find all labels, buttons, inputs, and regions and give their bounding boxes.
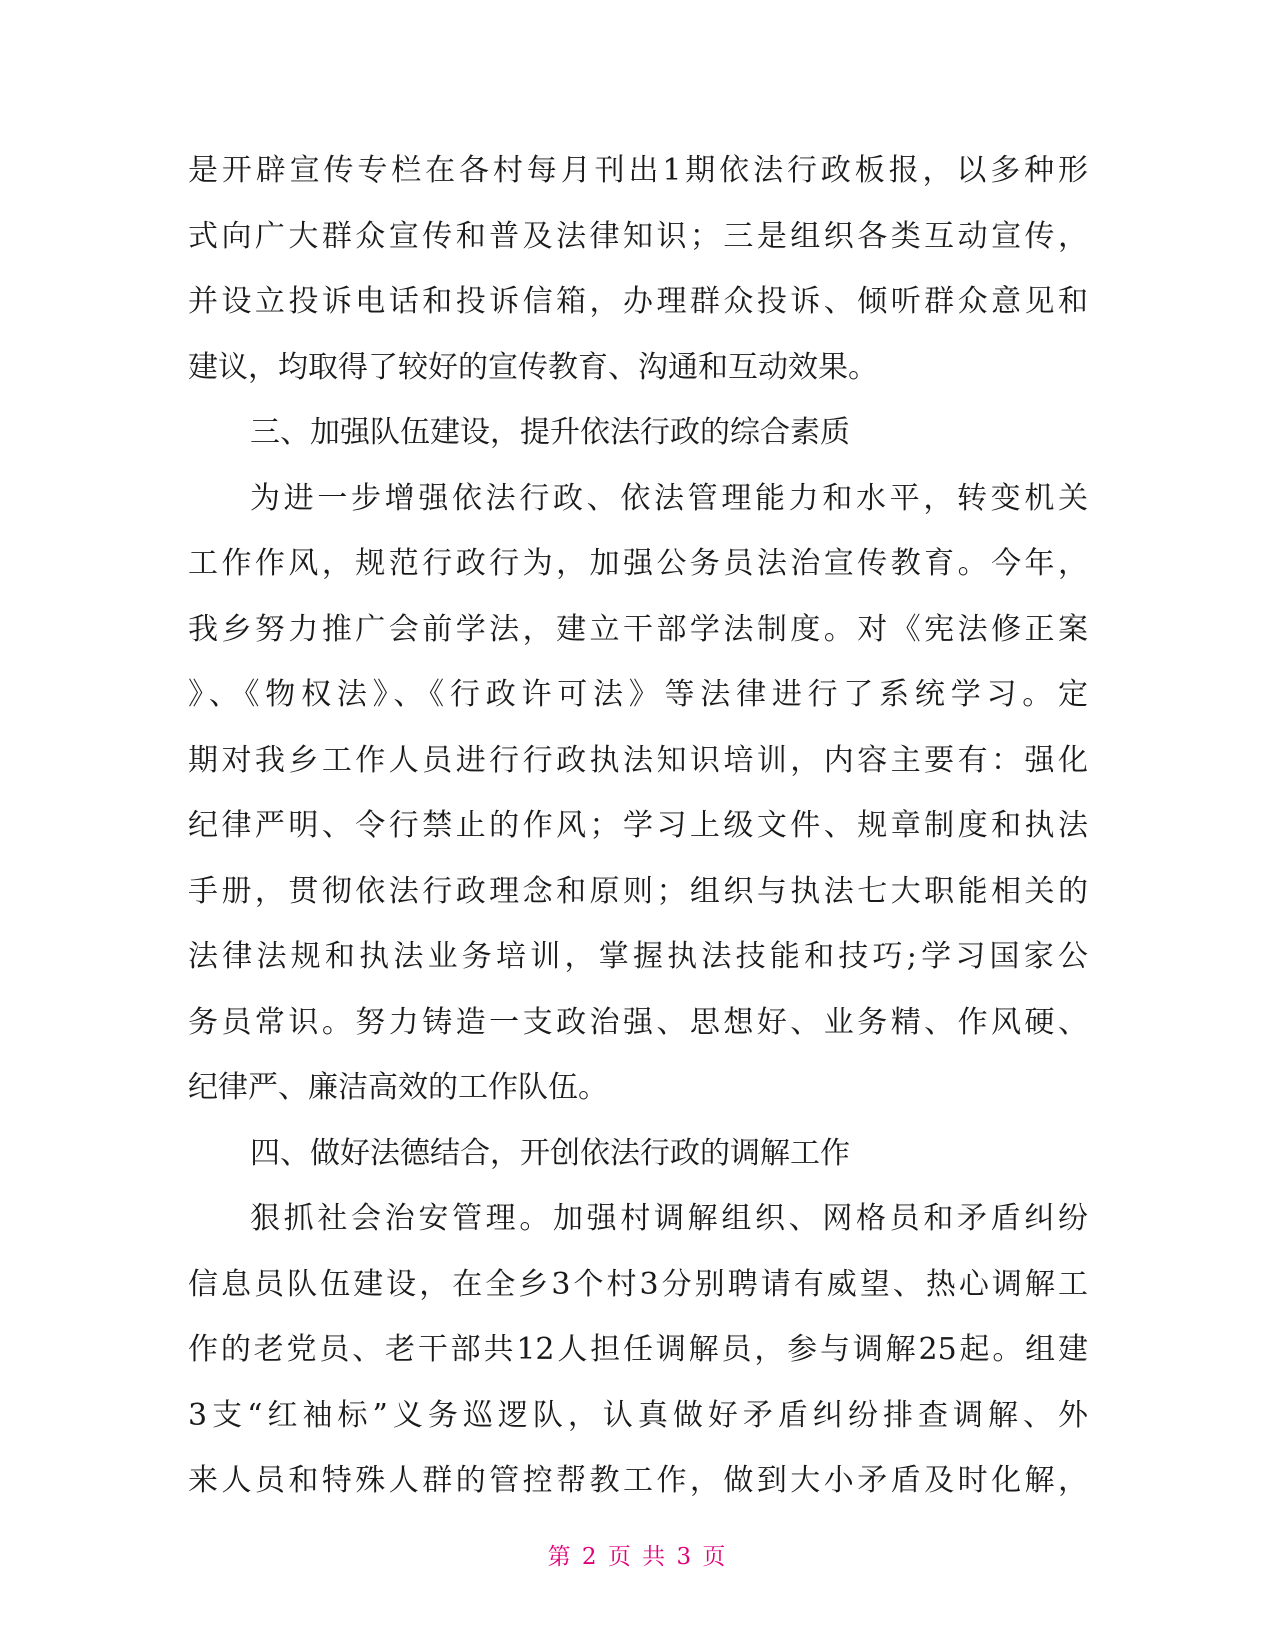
text-line: 手册，贯彻依法行政理念和原则；组织与执法七大职能相关的 [188, 873, 1088, 909]
text-line: 狠抓社会治安管理。加强村调解组织、网格员和矛盾纠纷 [250, 1201, 1088, 1236]
text-line: 工作作风，规范行政行为，加强公务员法治宣传教育。今年， [188, 546, 1088, 581]
text-line: 我乡努力推广会前学法，建立干部学法制度。对《宪法修正案 [188, 611, 1088, 647]
text-line: 务员常识。努力铸造一支政治强、思想好、业务精、作风硬、 [188, 1004, 1088, 1040]
text-line: 信息员队伍建设，在全乡3个村3分别聘请有威望、热心调解工 [188, 1266, 1088, 1302]
text-line: 建议，均取得了较好的宣传教育、沟通和互动效果。 [188, 349, 878, 385]
text-line: 》、《物权法》、《行政许可法》等法律进行了系统学习。定 [188, 677, 1088, 712]
document-body [188, 138, 1088, 1514]
section-heading: 三、加强队伍建设，提升依法行政的综合素质 [250, 415, 850, 450]
text-line: 作的老党员、老干部共12人担任调解员，参与调解25起。组建 [188, 1332, 1088, 1367]
text-line: 期对我乡工作人员进行行政执法知识培训，内容主要有：强化 [188, 742, 1088, 778]
text-line: 3支“红袖标”义务巡逻队，认真做好矛盾纠纷排查调解、外 [188, 1397, 1088, 1433]
text-line: 纪律严明、令行禁止的作风；学习上级文件、规章制度和执法 [188, 808, 1088, 843]
text-line: 并设立投诉电话和投诉信箱，办理群众投诉、倾听群众意见和 [188, 284, 1088, 319]
text-line: 来人员和特殊人群的管控帮教工作，做到大小矛盾及时化解， [188, 1463, 1088, 1498]
text-line: 是开辟宣传专栏在各村每月刊出1期依法行政板报，以多种形 [188, 153, 1088, 188]
page-number-footer: 第 2 页 共 3 页 [547, 1544, 728, 1570]
text-line: 为进一步增强依法行政、依法管理能力和水平，转变机关 [250, 480, 1088, 516]
text-line: 纪律严、廉洁高效的工作队伍。 [188, 1070, 608, 1105]
text-line: 式向广大群众宣传和普及法律知识；三是组织各类互动宣传， [188, 218, 1088, 254]
text-line: 法律法规和执法业务培训，掌握执法技能和技巧;学习国家公 [188, 939, 1088, 974]
section-heading: 四、做好法德结合，开创依法行政的调解工作 [250, 1135, 850, 1171]
